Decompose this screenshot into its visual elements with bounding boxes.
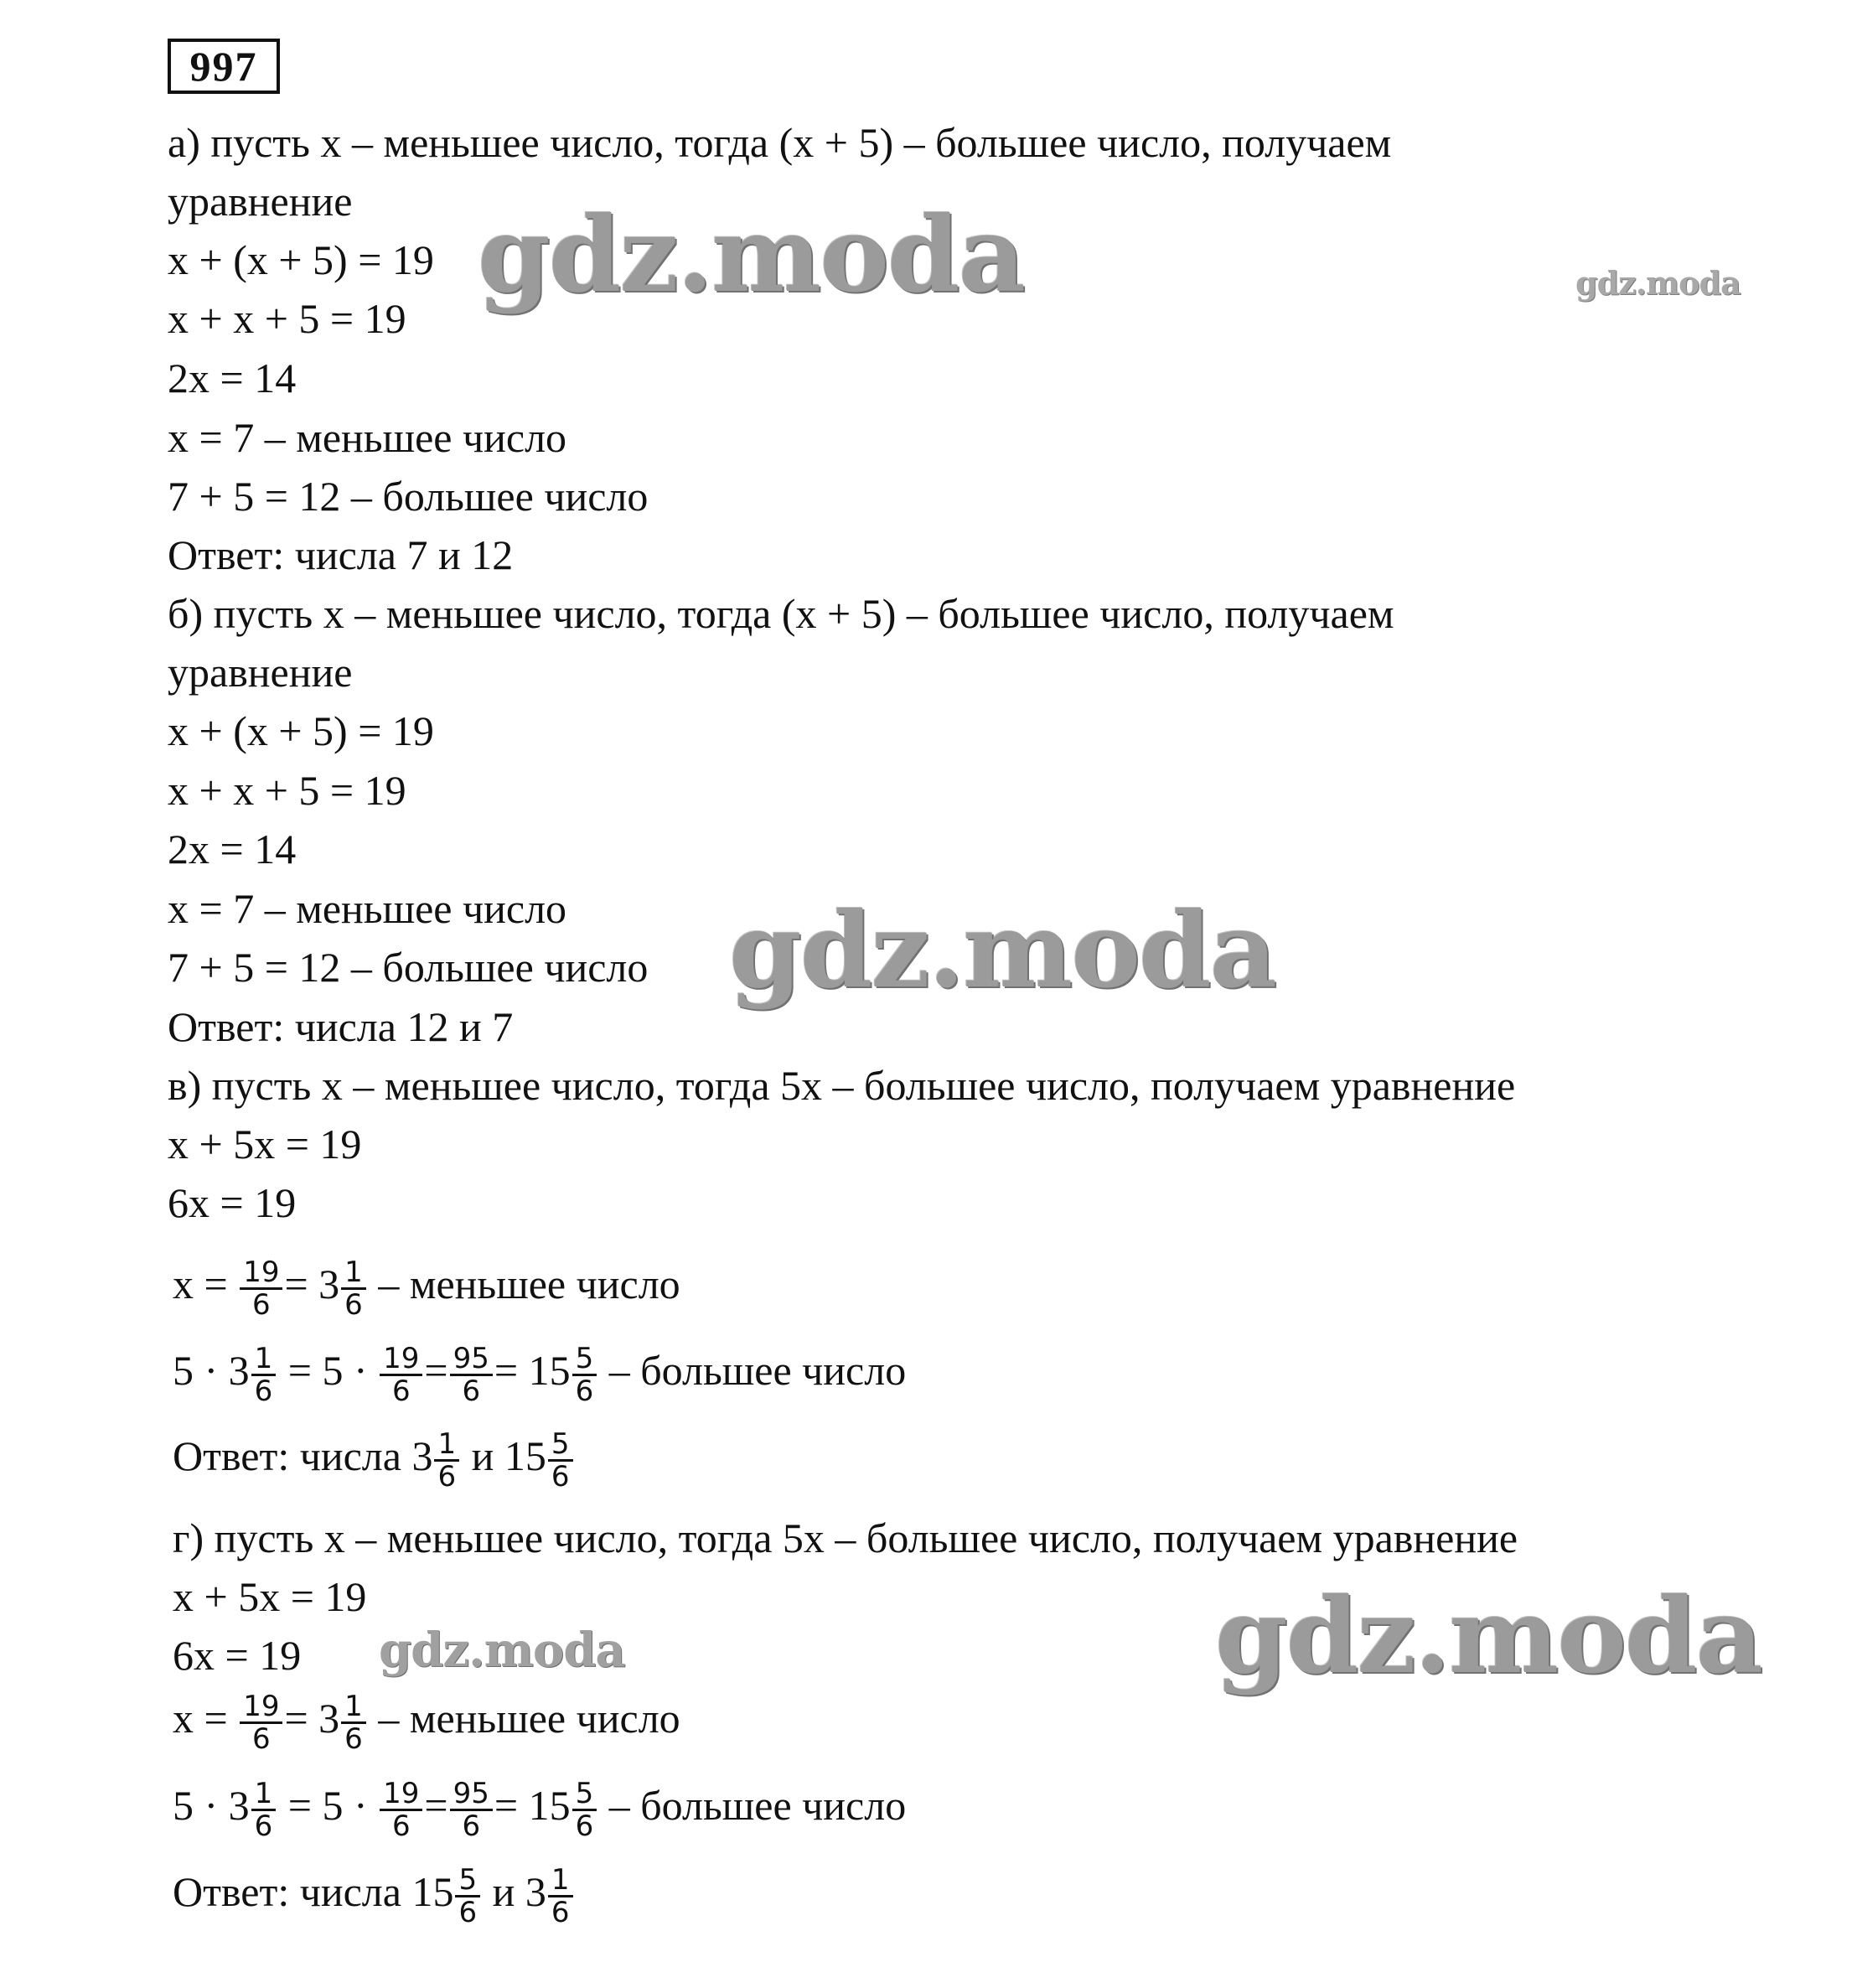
fraction-1-6: $\frac{1}{6}$ (251, 1778, 277, 1841)
part-b-answer: Ответ: числа 12 и 7 (168, 1003, 514, 1050)
watermark-logo: gdz.moda (1215, 1576, 1761, 1697)
fraction-5-6: $\frac{5}{6}$ (572, 1343, 597, 1406)
watermark-logo: gdz.moda (379, 1623, 625, 1678)
part-a-intro-2: уравнение (168, 178, 353, 225)
part-v-eq1: х + 5х = 19 (168, 1121, 362, 1167)
fraction-19-6: $\frac{19}{6}$ (380, 1343, 422, 1406)
part-b-intro-1: б) пусть х – меньшее число, тогда (х + 5) – большее число, получаем (168, 590, 1394, 637)
fraction-95-6: $\frac{95}{6}$ (450, 1343, 493, 1406)
part-b-eq1: х + (х + 5) = 19 (168, 707, 434, 754)
fraction-5-6: $\frac{5}{6}$ (548, 1429, 573, 1492)
part-g-x-line: х = $\frac{19}{6}$ = 3 $\frac{1}{6}$ – меньшее число (173, 1690, 680, 1756)
x-prefix: х = (173, 1260, 228, 1307)
eq-three: = 3 (284, 1260, 340, 1307)
fraction-19-6: $\frac{19}{6}$ (380, 1778, 422, 1841)
part-a-intro-1: а) пусть х – меньшее число, тогда (х + 5) – большее число, получаем (168, 119, 1392, 166)
fraction-19-6: $\frac{19}{6}$ (240, 1691, 282, 1754)
part-g-intro: г) пусть х – меньшее число, тогда 5х – большее число, получаем уравнение (173, 1514, 1518, 1561)
fraction-1-6: $\frac{1}{6}$ (251, 1343, 277, 1406)
fraction-95-6: $\frac{95}{6}$ (450, 1778, 493, 1841)
watermark-logo: gdz.moda (478, 194, 1024, 316)
watermark-logo: gdz.moda (729, 890, 1275, 1012)
fraction-5-6: $\frac{5}{6}$ (572, 1778, 597, 1841)
fraction-1-6: $\frac{1}{6}$ (341, 1257, 366, 1320)
part-b-intro-2: уравнение (168, 649, 353, 696)
fraction-1-6: $\frac{1}{6}$ (341, 1691, 366, 1754)
part-g-eq1: х + 5х = 19 (173, 1573, 367, 1620)
part-v-product-line: 5 · 3 $\frac{1}{6}$ = 5 · $\frac{19}{6}$ = $\frac{95}{6}$ = 15 $\frac{5}{6}$ – большее число (173, 1342, 907, 1408)
x-suffix: – меньшее число (378, 1260, 680, 1307)
problem-number: 997 (168, 39, 280, 94)
part-b-eq5: 7 + 5 = 12 – большее число (168, 944, 649, 991)
part-a-eq5: 7 + 5 = 12 – большее число (168, 473, 649, 520)
fraction-5-6: $\frac{5}{6}$ (455, 1865, 480, 1928)
part-b-eq3: 2х = 14 (168, 826, 297, 872)
part-a-eq2: х + х + 5 = 19 (168, 295, 406, 342)
part-v-eq2: 6х = 19 (168, 1179, 297, 1226)
part-v-answer: Ответ: числа 3 $\frac{1}{6}$ и 15 $\frac{5}{6}$ (173, 1429, 575, 1492)
part-b-eq2: х + х + 5 = 19 (168, 767, 406, 814)
part-a-eq3: 2х = 14 (168, 355, 297, 401)
fraction-19-6: $\frac{19}{6}$ (240, 1257, 282, 1320)
part-v-intro: в) пусть х – меньшее число, тогда 5х – большее число, получаем уравнение (168, 1062, 1516, 1109)
part-g-answer: Ответ: числа 15 $\frac{5}{6}$ и 3 $\frac{1}{6}$ (173, 1865, 575, 1928)
part-a-answer: Ответ: числа 7 и 12 (168, 531, 514, 578)
part-b-eq4: х = 7 – меньшее число (168, 885, 567, 932)
part-a-eq1: х + (х + 5) = 19 (168, 236, 434, 283)
part-g-eq2: 6х = 19 (173, 1632, 302, 1679)
fraction-1-6: $\frac{1}{6}$ (434, 1429, 459, 1492)
part-g-product-line: 5 · 3 $\frac{1}{6}$ = 5 · $\frac{19}{6}$ = $\frac{95}{6}$ = 15 $\frac{5}{6}$ – большее число (173, 1777, 907, 1843)
watermark-logo: gdz.moda (1575, 264, 1740, 302)
part-v-x-line (173, 1257, 680, 1320)
part-a-eq4: х = 7 – меньшее число (168, 414, 567, 461)
fraction-1-6: $\frac{1}{6}$ (548, 1865, 573, 1928)
